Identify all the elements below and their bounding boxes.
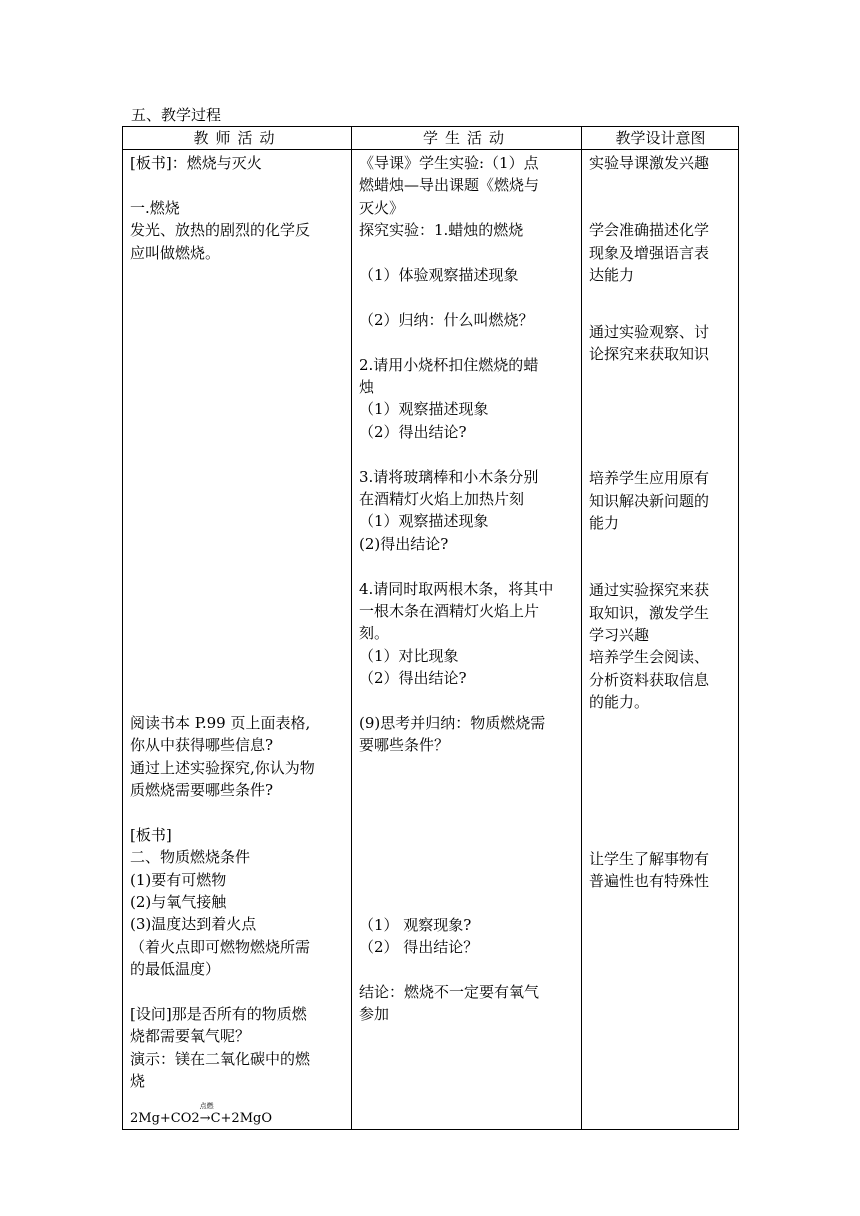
teacher-activity-cell (123, 150, 352, 1130)
teacher-text: （着火点即可燃物燃烧所需 (130, 937, 311, 956)
header-teacher-activity: 教师活动 (123, 127, 352, 150)
teacher-text: 应叫做燃烧。 (130, 243, 221, 262)
teacher-text: 阅读书本 P.99 页上面表格, (130, 713, 311, 732)
student-text: 探究实验：1.蜡烛的燃烧 (359, 221, 524, 240)
student-text: 要哪些条件？ (359, 736, 450, 755)
design-text: 现象及增强语言表 (589, 243, 710, 262)
design-text: 普遍性也有特殊性 (589, 872, 710, 891)
student-text: 2.请用小烧杯扣住燃烧的蜡 (359, 355, 539, 374)
student-text: （2）得出结论? (359, 422, 467, 441)
reaction-condition: 点燃 (199, 1101, 214, 1110)
design-text: 能力 (589, 513, 620, 532)
student-text: 烛 (359, 378, 375, 397)
teacher-text: 二、物质燃烧条件 (130, 848, 251, 867)
design-text: 通过实验探究来获 (589, 581, 710, 600)
design-text: 培养学生应用原有 (589, 469, 710, 488)
table-header-row (123, 127, 739, 150)
student-text: （1）观察描述现象 (359, 512, 489, 531)
teacher-text: 演示：镁在二氧化碳中的燃 (130, 1049, 311, 1068)
design-text: 知识解决新问题的 (589, 491, 710, 510)
table-row (123, 150, 739, 1130)
section-title: 五、教学过程 (131, 106, 222, 124)
student-text: 在酒精灯火焰上加热片刻 (359, 490, 525, 509)
student-text: 3.请将玻璃棒和小木条分别 (359, 467, 539, 486)
student-text: 结论：燃烧不一定要有氧气 (359, 982, 540, 1001)
design-text: 培养学生会阅读、 (589, 648, 710, 667)
design-text: 达能力 (589, 266, 635, 284)
design-text: 让学生了解事物有 (589, 849, 710, 868)
student-text: 刻。 (359, 624, 390, 643)
teacher-text: 的最低温度） (130, 960, 221, 979)
teacher-text: 一.燃烧 (130, 198, 180, 217)
design-text: 的能力。 (589, 693, 650, 712)
teacher-text: (1)要有可燃物 (130, 870, 227, 889)
header-student-activity: 学生活动 (352, 127, 582, 150)
student-text: （1）对比现象 (359, 646, 459, 665)
design-text: 论探究来获取知识 (589, 345, 710, 364)
student-text: （1） 观察现象? (359, 915, 472, 934)
student-text: 《导课》学生实验:（1）点 (359, 154, 539, 172)
board-note: [板书] (130, 825, 172, 844)
student-text: 一根木条在酒精灯火焰上片 (359, 602, 540, 621)
student-text: （2）得出结论? (359, 669, 467, 688)
design-text: 学会准确描述化学 (589, 221, 710, 240)
arrow-glyph: → (199, 1110, 211, 1126)
reaction-arrow (199, 1101, 214, 1127)
student-text: （2） 得出结论？ (359, 938, 479, 957)
design-text: 学习兴趣 (589, 625, 650, 644)
teaching-process-table (122, 126, 739, 1130)
design-text: 取知识，激发学生 (589, 603, 710, 622)
chemical-equation (130, 1101, 345, 1127)
student-text: （1）体验观察描述现象 (359, 266, 519, 285)
equation-products: C+2MgO (210, 1110, 272, 1126)
teacher-text: [设问]那是否所有的物质燃 (130, 1005, 307, 1024)
teacher-text: 烧 (130, 1072, 146, 1091)
board-note: [板书]：燃烧与灭火 (130, 154, 262, 172)
student-text: 参加 (359, 1005, 390, 1024)
design-intent-cell (582, 150, 739, 1130)
teacher-text: (3)温度达到着火点 (130, 915, 257, 934)
student-text: (9)思考并归纳：物质燃烧需 (359, 714, 546, 733)
equation-reactants: 2Mg+CO2 (130, 1110, 200, 1126)
student-text: (2)得出结论? (359, 534, 449, 553)
teacher-text: (2)与氧气接触 (130, 893, 227, 912)
student-text: （1）观察描述现象 (359, 400, 489, 419)
teacher-text: 发光、放热的剧烈的化学反 (130, 221, 311, 240)
design-text: 通过实验观察、讨 (589, 322, 710, 341)
student-text: 灭火》 (359, 198, 405, 217)
header-design-intent: 教学设计意图 (582, 127, 739, 150)
teacher-text: 你从中获得哪些信息? (130, 736, 274, 755)
student-text: 4.请同时取两根木条，将其中 (359, 579, 554, 598)
student-text: 燃蜡烛—导出课题《燃烧与 (359, 176, 540, 195)
design-text: 分析资料获取信息 (589, 670, 710, 689)
student-text: （2）归纳：什么叫燃烧？ (359, 310, 534, 329)
design-text: 实验导课激发兴趣 (589, 154, 710, 172)
teacher-text: 通过上述实验探究,你认为物 (130, 758, 315, 777)
teacher-text: 烧都需要氧气呢？ (130, 1027, 251, 1046)
student-activity-cell (352, 150, 582, 1130)
teacher-text: 质燃烧需要哪些条件? (130, 781, 274, 800)
